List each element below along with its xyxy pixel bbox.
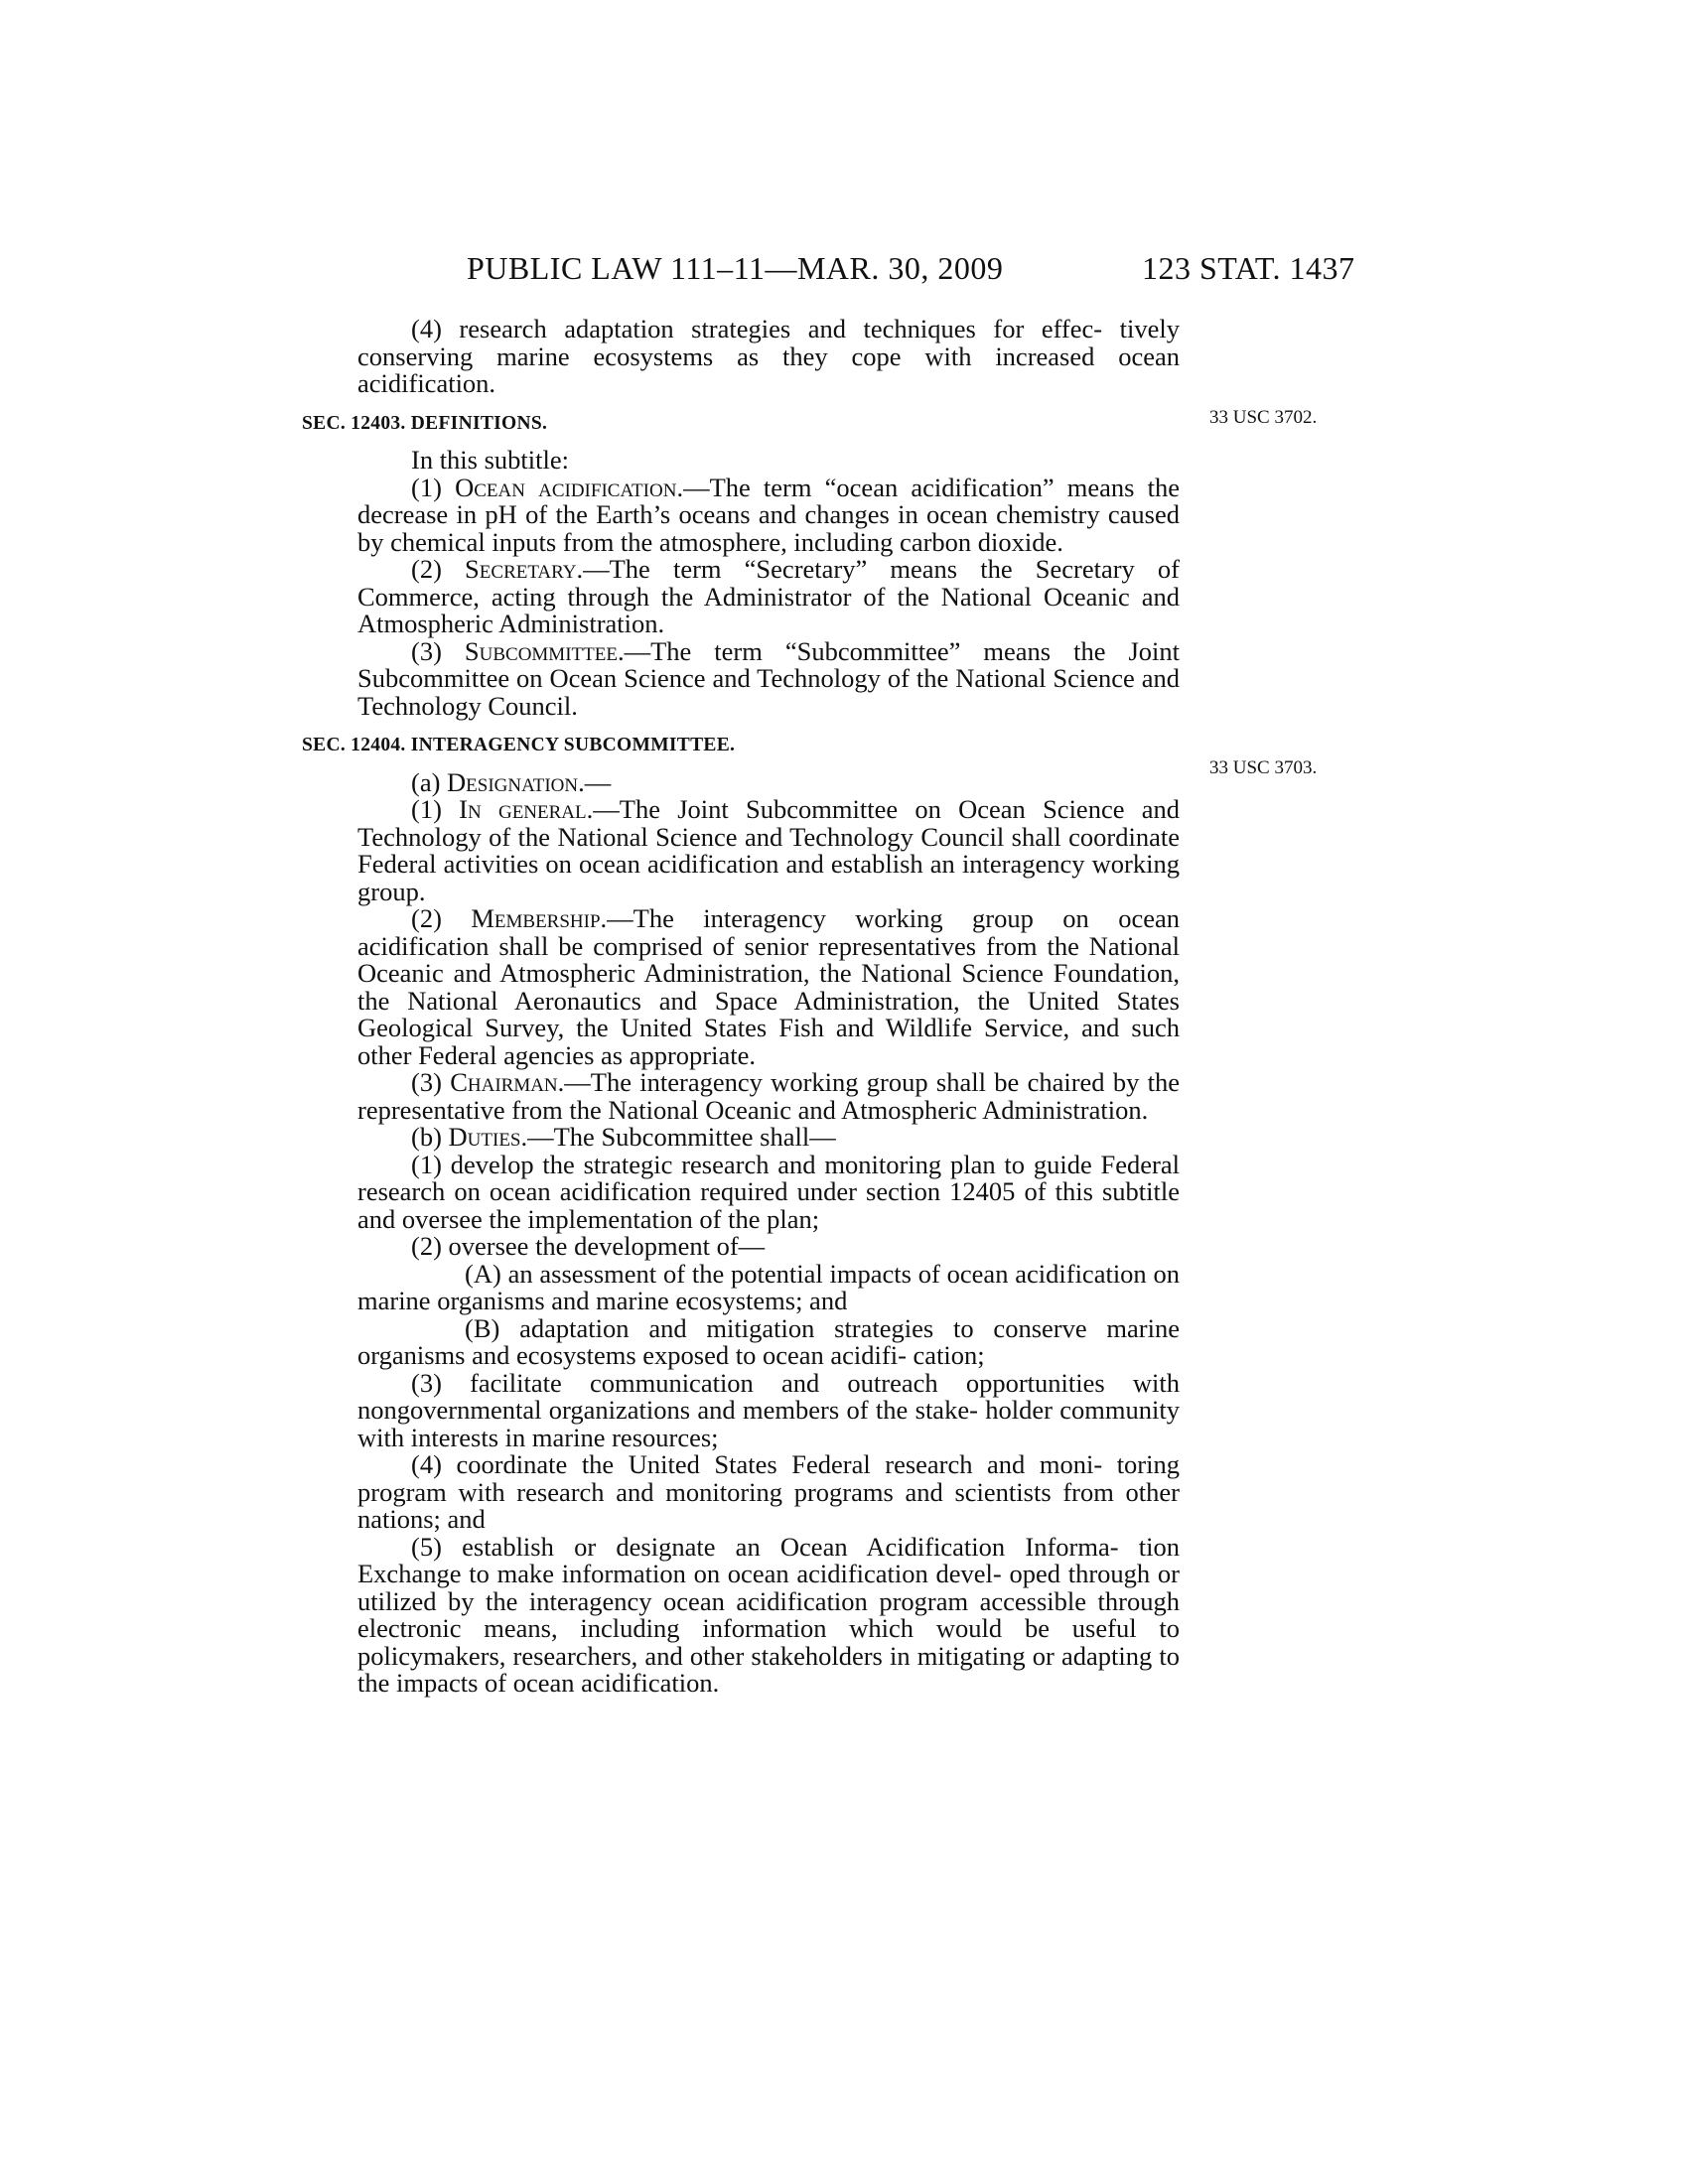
a-number: (a) [411,766,448,797]
definition-secretary [357,556,1180,638]
margin-note-usc-3703: 33 USC 3703. [1209,757,1318,778]
running-title: PUBLIC LAW 111–11—MAR. 30, 2009 [467,250,1004,286]
def2-term: Secretary [465,554,577,584]
def3-number: (3) [411,635,465,666]
b-term: Duties [448,1122,521,1152]
subsection-b-duties [357,1124,1180,1152]
definition-ocean-acidification [357,472,1180,557]
a3-number: (3) [411,1067,451,1097]
def1-term: Ocean acidification [455,472,677,502]
paragraph-a2-membership [357,905,1180,1069]
a1-text: .—The Joint Subcommittee on Ocean Science and Technology of the National Science and Technology Council shall coordinate Federal activities on ocean acidification and establish an interagency working group. [357,794,1180,906]
duty-1: (1) develop the strategic research and monitoring plan to guide Federal research on ocean acidification required under section 12405 of this subtitle and oversee the implementation of the plan; [357,1149,1180,1234]
def1-text: .—The term “ocean acidification” means the decrease in pH of the Earth’s oceans and changes in ocean chemistry caused by chemical inputs from the atmosphere, including carbon dioxide. [357,472,1180,557]
duty-2: (2) oversee the development of— [411,1231,766,1261]
duty-4: (4) coordinate the United States Federal research and moni- toring program with research and monitoring programs and scientists from other nations; and [357,1449,1180,1534]
a3-term: Chairman [450,1067,558,1097]
duty-2-a: (A) an assessment of the potential impacts of ocean acidification on marine organisms and marine ecosystems; and [357,1258,1180,1315]
def2-text: .—The term “Secretary” means the Secretary of Commerce, acting through the Administrator of the National Oceanic and Atmospheric Administration. [357,554,1180,638]
margin-note-usc-3702: 33 USC 3702. [1209,407,1318,428]
def3-term: Subcommittee [464,635,618,666]
intro-line: In this subtitle: [411,445,569,475]
a1-number: (1) [411,794,460,824]
def2-number: (2) [411,554,466,584]
document-body [302,314,1180,1698]
subsection-a-designation [357,766,1180,797]
a-text: .— [578,766,612,797]
paragraph-a1-in-general [357,796,1180,905]
duty-2-b: (B) adaptation and mitigation strategies to conserve marine organisms and ecosystems exposed to ocean acidifi- cation; [357,1312,1180,1370]
paragraph-a3-chairman [357,1069,1180,1124]
a-term: Designation [447,766,579,797]
a2-term: Membership [471,903,601,933]
a3-text: .—The interagency working group shall be chaired by the representative from the National Oceanic and Atmospheric Administration. [357,1067,1180,1125]
section-heading-12403: SEC. 12403. DEFINITIONS. [302,412,548,434]
statute-page-number: 123 STAT. 1437 [1142,250,1355,286]
def3-text: .—The term “Subcommittee” means the Joint Subcommittee on Ocean Science and Technology of the National Science and Technology Council. [357,635,1180,721]
a2-text: .—The interagency working group on ocean acidification shall be comprised of senior representatives from the National Oceanic and Atmospheric Administration, the National Science Foundation, the National Aeronautics and Space Administration, the United States Geological Survey, the United States Fish and Wildlife Service, and such other Federal agencies as appropriate. [357,903,1180,1070]
a2-number: (2) [411,903,472,933]
b-text: .—The Subcommittee shall— [520,1122,836,1152]
a1-term: In general [459,794,587,824]
duty-5: (5) establish or designate an Ocean Acidification Informa- tion Exchange to make information on ocean acidification devel- oped through or utilized by the interagency ocean acidification program accessible through electronic means, including information which would be useful to policymakers, researchers, and other stakeholders in mitigating or adapting to the impacts of ocean acidification. [357,1531,1180,1698]
definition-subcommittee [357,635,1180,721]
b-number: (b) [411,1122,449,1152]
paragraph-4: (4) research adaptation strategies and techniques for effec- tively conserving marine ecosystems as they cope with increased ocean acidification. [357,314,1180,398]
def1-number: (1) [411,472,456,502]
duty-3: (3) facilitate communication and outreach opportunities with nongovernmental organizations and members of the stake- holder community with interests in marine resources; [357,1367,1180,1452]
section-heading-12404: SEC. 12404. INTERAGENCY SUBCOMMITTEE. [302,735,736,755]
page-header [0,250,1688,290]
